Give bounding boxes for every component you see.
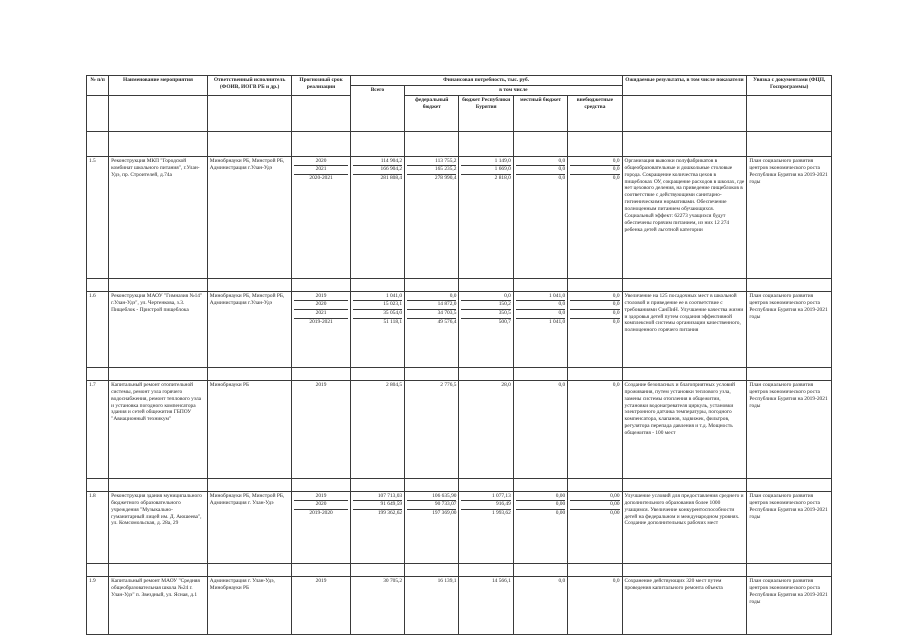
row-republic-value: 350,5 <box>461 310 510 319</box>
row-total <box>350 576 404 634</box>
row-local <box>513 491 567 563</box>
row-local-value: 0,0 <box>558 577 566 584</box>
row-total-value: 1 041,0 <box>353 293 402 302</box>
row-local-value: 1 041,0 <box>516 293 565 302</box>
row-extrabudget-value: 0,0 <box>612 577 620 584</box>
row-local <box>513 576 567 634</box>
row-term-value: 2019 <box>294 493 347 502</box>
row-total <box>350 380 404 478</box>
row-federal-value: 113 755,2 <box>407 158 456 167</box>
row-local <box>513 380 567 478</box>
table-row <box>87 380 832 478</box>
row-total-value: 281 808,4 <box>380 175 403 181</box>
row-federal-value: 16 139,1 <box>437 577 457 584</box>
row-republic <box>459 380 513 478</box>
row-republic-value: 1 149,0 <box>461 158 510 167</box>
header-federal: федеральный бюджет <box>405 95 459 131</box>
row-results: Увеличение на 125 посадочных мест в школьной столовой и приведение ее в соответствие с требованиями СанПиН. Улучшение качества жизни и здоровья детей путем создания эффективной комплексной системы организации качественного, полноценного горячего питания <box>622 291 747 367</box>
row-local-value: 0,00 <box>516 501 565 510</box>
row-federal <box>405 491 459 563</box>
row-local-value: 0,0 <box>516 158 565 167</box>
row-total <box>350 156 404 278</box>
row-republic <box>459 291 513 367</box>
row-republic-value: 0,0 <box>461 293 510 302</box>
row-name: Капитальный ремонт отопительной системы, ремонт узла горячего водоснабжения, ремонт теплового узла и установка погодного компенсатора здания и сетей общежития ГБПОУ "Авиационный техникум" <box>109 380 208 478</box>
row-local-value: 0,00 <box>516 493 565 502</box>
table-row <box>87 291 832 367</box>
row-total-value: 107 713,03 <box>353 493 402 502</box>
row-republic <box>459 156 513 278</box>
header-name-cont <box>109 95 208 131</box>
row-results: Улучшение условий для предоставления среднего и дополнительного образования более 1000 учащимся. Увеличение конкурентоспособности детей на федеральном и международном уровнях. Создание дополнительных рабочих мест <box>622 491 747 563</box>
row-total-value: 15 023,1 <box>353 301 402 310</box>
table-body <box>87 156 832 634</box>
row-republic-value: 2 818,0 <box>494 175 511 181</box>
row-extrabudget <box>568 156 622 278</box>
row-results: Создание безопасных и благоприятных условий проживания, путем установки теплового узла, замены системы отопления в общежитии, установки водонагревателя циркуль, установки электронного датчика температуры, погодного компенсатора, клапанов, задвижек, фильтров, регулятора перепада давления и т.д. Мощность общежития - 100 мест <box>622 380 747 478</box>
row-total-value: 114 904,2 <box>353 158 402 167</box>
header-name: Наименование мероприятия <box>109 76 208 96</box>
row-num: 1.9 <box>87 576 109 634</box>
row-federal-value: 2 776,5 <box>440 381 457 388</box>
header-gap <box>87 131 832 156</box>
row-extrabudget-value: 0,0 <box>570 310 619 319</box>
row-total-value: 2 804,5 <box>385 381 403 388</box>
row-extrabudget-value: 0,0 <box>570 166 619 175</box>
row-responsible: Администрация г. Улан-Удэ, Минобрнауки РБ <box>207 576 292 634</box>
funding-table <box>86 75 832 635</box>
header-row-3 <box>87 95 832 131</box>
row-responsible: Минобрнауки РБ, Минстрой РБ, Администрация г.Улан-Удэ <box>207 291 292 367</box>
row-local <box>513 291 567 367</box>
row-term <box>292 291 350 367</box>
row-extrabudget <box>568 576 622 634</box>
row-republic <box>459 576 513 634</box>
row-responsible: Минобрнауки РБ, Минстрой РБ, Администрация г.Улан-Удэ <box>207 156 292 278</box>
row-gap <box>87 563 832 576</box>
row-federal-value: 14 872,0 <box>407 301 456 310</box>
row-republic-value: 150,2 <box>461 301 510 310</box>
row-name: Реконструкция МКП "Городской комбинат школьного питания", г.Улан-Удэ, пр. Строителей, д.74а <box>109 156 208 278</box>
row-results: Организация вывозки полуфабрикатов в общеобразовательные и дошкольные столовые города. Сокращение количества цехов в пищеблоках ОУ, сокращение расходов в школах, где нет цехового деления, на приведение пищеблоков в соответствие с действующими санитарно-гигиеническими нормативами. Обеспечение полноценным питанием обучающихся. Социальный эффект: 62273 учащихся будут обеспечены горячим питанием, из них 12 274 ребенка детей льготной категории <box>622 156 747 278</box>
row-gap <box>87 478 832 491</box>
row-local-value: 1 041,0 <box>549 318 566 325</box>
header-term-cont <box>292 95 350 131</box>
row-term-value: 2020 <box>294 501 347 510</box>
row-docs: План социального развития центров экономического роста Республики Бурятия на 2019-2021 годы <box>747 291 832 367</box>
row-extrabudget-value: 0,00 <box>570 493 619 502</box>
header-local: местный бюджет <box>513 95 567 131</box>
row-extrabudget-value: 0,0 <box>570 301 619 310</box>
row-republic-value: 28,0 <box>501 381 511 388</box>
header-including: в том числе <box>405 85 622 95</box>
row-term <box>292 491 350 563</box>
header-num: № п/п <box>87 76 109 96</box>
row-total-value: 166 904,2 <box>353 166 402 175</box>
row-term-value: 2020 <box>294 158 347 167</box>
row-term-value: 2019 <box>315 577 327 584</box>
row-local-value: 0,0 <box>516 166 565 175</box>
row-term-value: 2021 <box>294 166 347 175</box>
row-federal-value: 278 990,4 <box>434 175 457 181</box>
row-federal <box>405 156 459 278</box>
row-term-value: 2019-2021 <box>309 318 333 325</box>
row-extrabudget-value: 0,0 <box>612 381 620 388</box>
row-republic <box>459 491 513 563</box>
row-gap <box>87 367 832 380</box>
row-gap <box>87 278 832 291</box>
row-republic-value: 14 566,1 <box>491 577 511 584</box>
row-federal <box>405 291 459 367</box>
row-num: 1.6 <box>87 291 109 367</box>
row-term-value: 2019 <box>294 293 347 302</box>
row-num: 1.7 <box>87 380 109 478</box>
row-federal <box>405 576 459 634</box>
header-funding: Финансовая потребность, тыс. руб. <box>350 76 622 86</box>
row-docs: План социального развития центров экономического роста Республики Бурятия на 2019-2021 годы <box>747 491 832 563</box>
row-extrabudget-value: 0,00 <box>610 510 620 516</box>
row-term-value: 2019 <box>315 381 327 388</box>
row-total-value: 30 705,2 <box>383 577 403 584</box>
row-local-value: 0,0 <box>516 310 565 319</box>
row-results: Сохранение действующих 320 мест путем проведения капитального ремонта объекта <box>622 576 747 634</box>
row-name: Реконструкция МАОУ "Гимназия №14" г.Улан-Удэ", ул. Чертенкова, з.3. Пищеблок - Пристрой пищеблока <box>109 291 208 367</box>
row-name: Реконструкция здания муниципального бюджетного образовательного учреждения "Музыкально-гуманитарный лицей им. Д. Аюшеева", ул. Комсомольская, д. 28а, 29 <box>109 491 208 563</box>
row-docs: План социального развития центров экономического роста Республики Бурятия на 2019-2021 годы <box>747 576 832 634</box>
row-responsible: Минобрнауки РБ, Минстрой РБ, Администрация г. Улан-Удэ <box>207 491 292 563</box>
row-republic-value: 1 077,13 <box>461 493 510 502</box>
row-term-value: 2020-2021 <box>309 175 333 181</box>
row-federal-value: 90 733,07 <box>407 501 456 510</box>
row-extrabudget <box>568 380 622 478</box>
header-results: Ожидаемые результаты, в том числе показатели <box>622 76 747 96</box>
header-docs-cont <box>747 95 832 131</box>
row-term-value: 2019-2020 <box>309 510 333 516</box>
header-results-cont <box>622 95 747 131</box>
row-extrabudget-value: 0,00 <box>570 501 619 510</box>
row-federal-value: 197 369,00 <box>432 510 457 516</box>
row-federal-value: 106 635,90 <box>407 493 456 502</box>
row-num: 1.8 <box>87 491 109 563</box>
row-local-value: 0,0 <box>516 301 565 310</box>
header-republic: бюджет Республики Бурятия <box>459 95 513 131</box>
row-num: 1.5 <box>87 156 109 278</box>
row-republic-value: 500,7 <box>498 318 511 325</box>
row-federal <box>405 380 459 478</box>
row-responsible: Минобрнауки РБ <box>207 380 292 478</box>
row-federal-value: 165 235,2 <box>407 166 456 175</box>
header-docs: Увязка с документами (ФЦП, Госпрограммы) <box>747 76 832 96</box>
row-extrabudget-value: 0,0 <box>570 158 619 167</box>
row-local-value: 0,00 <box>555 510 566 516</box>
header-term: Прогнозный срок реализации <box>292 76 350 96</box>
row-republic-value: 1 669,0 <box>461 166 510 175</box>
header-responsible: Ответственный исполнитель (ФОИВ, ИОГВ РБ и др.) <box>207 76 292 96</box>
row-term <box>292 380 350 478</box>
row-federal-value: 49 576,4 <box>437 318 457 325</box>
table-row <box>87 491 832 563</box>
row-term <box>292 576 350 634</box>
header-row-1 <box>87 76 832 86</box>
row-extrabudget-value: 0,0 <box>570 293 619 302</box>
row-extrabudget-value: 0,0 <box>612 318 620 325</box>
row-local <box>513 156 567 278</box>
row-total <box>350 491 404 563</box>
row-total <box>350 291 404 367</box>
header-num-cont <box>87 95 109 131</box>
header-total: Всего <box>350 85 404 131</box>
row-local-value: 0,0 <box>558 381 566 388</box>
row-term-value: 2021 <box>294 310 347 319</box>
row-total-value: 199 362,62 <box>377 510 403 516</box>
row-docs: План социального развития центров экономического роста Республики Бурятия на 2019-2021 годы <box>747 156 832 278</box>
header-extrabudget: внебюджетные средства <box>568 95 622 131</box>
table-row <box>87 576 832 634</box>
row-extrabudget-value: 0,0 <box>612 175 620 181</box>
header-responsible-cont <box>207 95 292 131</box>
row-total-value: 51 118,1 <box>383 318 403 325</box>
row-extrabudget <box>568 291 622 367</box>
row-term <box>292 156 350 278</box>
row-federal-value: 0,0 <box>407 293 456 302</box>
row-extrabudget <box>568 491 622 563</box>
row-docs: План социального развития центров экономического роста Республики Бурятия на 2019-2021 годы <box>747 380 832 478</box>
row-local-value: 0,0 <box>558 175 566 181</box>
row-term-value: 2020 <box>294 301 347 310</box>
row-total-value: 35 054,0 <box>353 310 402 319</box>
row-federal-value: 34 703,5 <box>407 310 456 319</box>
row-name: Капитальный ремонт МАОУ "Средняя общеобразовательная школа №24 г. Улан-Удэ" п. Звездный, ул. Ясная, д.1 <box>109 576 208 634</box>
row-republic-value: 916,49 <box>461 501 510 510</box>
row-republic-value: 1 993,62 <box>491 510 511 516</box>
table-row <box>87 156 832 278</box>
row-total-value: 91 649,59 <box>353 501 402 510</box>
